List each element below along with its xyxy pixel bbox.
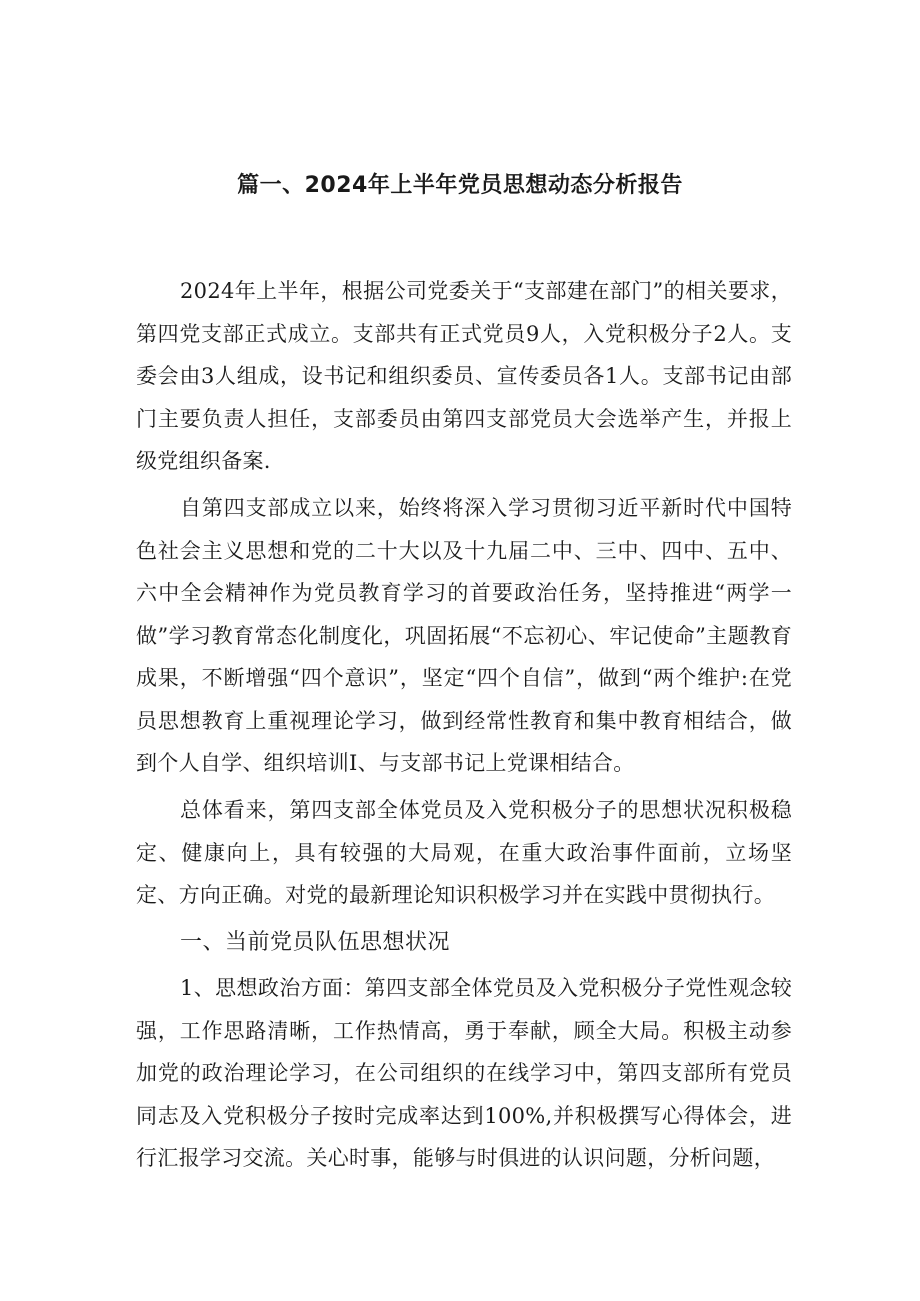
body-paragraph-2: 自第四支部成立以来，始终将深入学习贯彻习近平新时代中国特色社会主义思想和党的二十大以及十九届二中、三中、四中、五中、六中全会精神作为党员教育学习的首要政治任务，坚持推进“两学一做”学习教育常态化制度化，巩固拓展“不忘初心、牢记使命”主题教育成果，不断增强“四个意识”，坚定“四个自信”，做到“两个维护:在党员思想教育上重视理论学习，做到经常性教育和集中教育相结合，做到个人自学、组织培训I、与支部书记上党课相结合。 bbox=[136, 496, 792, 775]
body-paragraph-3: 总体看来，第四支部全体党员及入党积极分子的思想状况积极稳定、健康向上，具有较强的大局观，在重大政治事件面前，立场坚定、方向正确。对党的最新理论知识积极学习并在实践中贯彻执行。 bbox=[136, 798, 792, 907]
body-paragraph-1: 2024年上半年，根据公司党委关于“支部建在部门”的相关要求，第四党支部正式成立。支部共有正式党员9人，入党积极分子2人。支委会由3人组成，设书记和组织委员、宣传委员各1人。支部书记由部门主要负责人担任，支部委员由第四支部党员大会选举产生，并报上级党组织备案. bbox=[136, 279, 792, 473]
document-title: 篇一、2024年上半年党员思想动态分析报告 bbox=[237, 173, 683, 198]
section-heading: 一、当前党员队伍思想状况 bbox=[180, 930, 451, 955]
section-paragraph-1: 1、思想政治方面：第四支部全体党员及入党积极分子党性观念较强，工作思路清晰，工作热情高，勇于奉献，顾全大局。积极主动参加党的政治理论学习，在公司组织的在线学习中，第四支部所有党员同志及入党积极分子按时完成率达到100%,并积极撰写心得体会，进行汇报学习交流。关心时事，能够与时俱进的认识问题，分析问题， bbox=[136, 976, 792, 1170]
